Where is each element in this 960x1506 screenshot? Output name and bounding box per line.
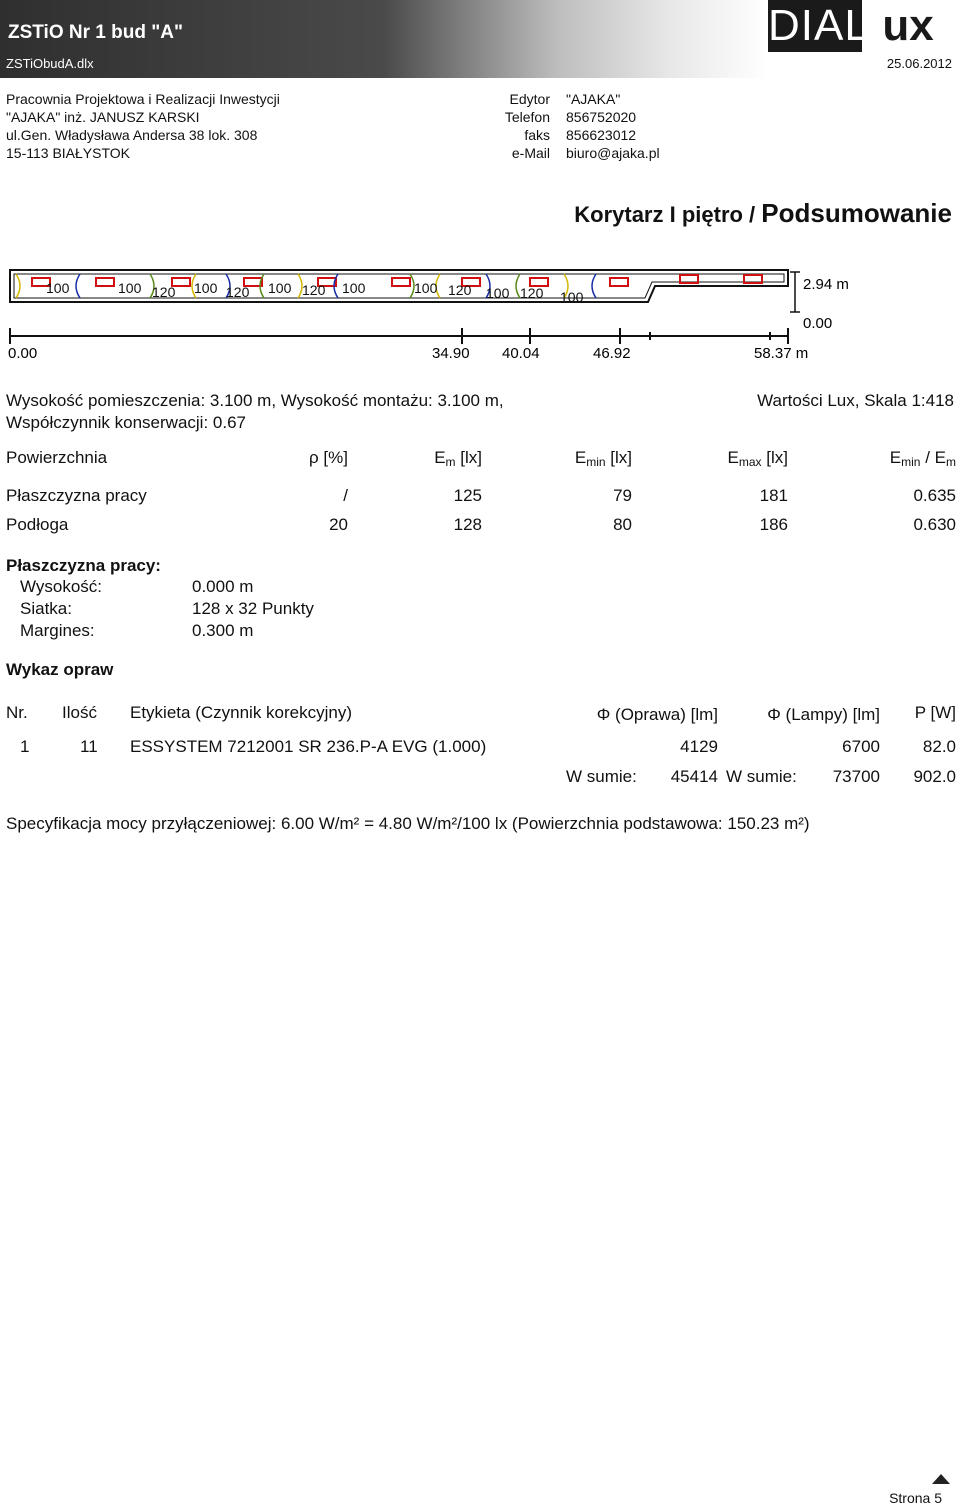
contour-label: 120 <box>226 284 250 300</box>
height-scale <box>790 272 800 312</box>
luminaire-symbol <box>610 278 628 286</box>
col-em <box>348 448 482 486</box>
contour-label: 120 <box>448 282 472 298</box>
contour-label: 100 <box>486 285 510 301</box>
emax-unit: [lx] <box>761 448 788 467</box>
surface-em: 125 <box>453 486 482 505</box>
luminaire-symbols <box>32 275 762 286</box>
total-phi-luminaire: 45414 <box>670 767 718 786</box>
page-heading <box>574 198 952 229</box>
phone-label: Telefon <box>504 109 550 125</box>
isoline <box>592 274 596 298</box>
lum-nr: 1 <box>20 737 30 756</box>
lum-qty: 11 <box>80 737 98 756</box>
emax-base: E <box>727 448 739 467</box>
lum-phi-luminaire: 4129 <box>680 737 718 756</box>
contact-values <box>566 90 660 162</box>
height-bottom-label: 0.00 <box>803 315 833 332</box>
col-ratio <box>788 448 956 486</box>
page-number: Strona 5 <box>889 1490 942 1506</box>
surface-name: Płaszczyzna pracy <box>6 486 147 505</box>
em-base: E <box>434 448 446 467</box>
company-line: 15-113 BIAŁYSTOK <box>6 145 130 161</box>
logo-dia-text: DIA <box>768 1 845 50</box>
surface-ratio: 0.630 <box>913 515 956 534</box>
contour-label: 120 <box>302 282 326 298</box>
axis-label-0: 0.00 <box>8 345 38 362</box>
company-line: "AJAKA" inż. JANUSZ KARSKI <box>6 109 200 125</box>
header-date: 25.06.2012 <box>886 56 952 71</box>
contour-label: 100 <box>268 280 292 296</box>
dialux-logo <box>768 0 870 52</box>
surface-emin: 80 <box>613 515 632 534</box>
power-density: Specyfikacja mocy przyłączeniowej: 6.00 W/m² = 4.80 W/m²/100 lx (Powierzchnia podstawowa: 150.23 m²) <box>6 814 810 833</box>
contour-label: 100 <box>118 280 142 296</box>
contour-label: 120 <box>152 284 176 300</box>
workplane-labels <box>20 576 102 642</box>
workplane-margin-value: 0.300 m <box>192 621 254 640</box>
workplane-height-label: Wysokość: <box>20 577 103 596</box>
surface-rho: 20 <box>329 515 348 534</box>
lum-col-label: Etykieta (Czynnik korekcyjny) <box>130 703 353 722</box>
phone-value: 856752020 <box>566 109 637 125</box>
emin-base: E <box>574 448 587 467</box>
surfaces-header-row <box>6 448 956 486</box>
maintenance-factor-line: Współczynnik konserwacji: 0.67 <box>6 413 246 432</box>
isoline <box>76 274 80 298</box>
email-value[interactable]: biuro@ajaka.pl <box>566 145 660 161</box>
surface-emin: 79 <box>613 486 632 505</box>
table-row <box>6 486 956 515</box>
surface-em: 128 <box>453 515 482 534</box>
lum-phi-lamps: 6700 <box>842 737 880 756</box>
axis-label-1: 34.90 <box>432 345 470 362</box>
isoline <box>16 274 20 298</box>
col-emax <box>632 448 788 486</box>
axis-label-4: 58.37 m <box>754 345 809 362</box>
project-title: ZSTiO Nr 1 bud "A" <box>8 22 183 43</box>
surface-name: Podłoga <box>6 515 69 534</box>
surface-rho: / <box>343 486 348 505</box>
section-name: Podsumowanie <box>761 198 952 228</box>
em-unit: [lx] <box>455 448 482 467</box>
contour-label: 100 <box>414 280 438 296</box>
lum-col-power: P [W] <box>914 703 956 722</box>
lum-power: 82.0 <box>922 737 956 756</box>
contour-label: 100 <box>194 280 218 296</box>
company-block <box>6 90 280 162</box>
company-line: Pracownia Projektowa i Realizacji Inwestycji <box>6 91 280 107</box>
length-axis <box>10 328 788 344</box>
contour-label: 120 <box>520 285 544 301</box>
scale-info: Wartości Lux, Skala 1:418 <box>757 391 954 410</box>
ratio-a: E <box>889 448 902 467</box>
workplane-margin-label: Margines: <box>20 621 95 640</box>
col-rho: ρ [%] <box>309 448 348 467</box>
fax-value: 856623012 <box>566 127 637 143</box>
surface-ratio: 0.635 <box>913 486 956 505</box>
fax-label: faks <box>524 127 550 143</box>
col-surface: Powierzchnia <box>6 448 108 467</box>
lum-col-phi-luminaire: Φ (Oprawa) [lm] <box>596 705 718 724</box>
height-top-label: 2.94 m <box>803 276 849 293</box>
lum-col-qty: Ilość <box>62 703 97 722</box>
axis-label-2: 40.04 <box>502 345 540 362</box>
editor-label: Edytor <box>509 91 550 107</box>
total-power: 902.0 <box>913 767 956 786</box>
dialux-logo-lux: ux <box>882 1 934 50</box>
emax-sub: max <box>738 455 762 469</box>
luminaires-title: Wykaz opraw <box>6 660 114 679</box>
col-emin <box>482 448 632 486</box>
editor-value: "AJAKA" <box>566 91 621 107</box>
ratio-a-sub: min <box>901 455 921 469</box>
room-height-line: Wysokość pomieszczenia: 3.100 m, Wysokość montażu: 3.100 m, <box>6 391 504 410</box>
workplane-height-value: 0.000 m <box>192 577 254 596</box>
emin-sub: min <box>586 455 606 469</box>
isolux-plan <box>0 262 960 372</box>
total-label-1: W sumie: <box>566 767 637 786</box>
logo-l-text: L <box>844 1 870 50</box>
file-name: ZSTiObudA.dlx <box>6 56 94 71</box>
scroll-up-icon[interactable] <box>932 1474 950 1484</box>
ratio-b-sub: m <box>946 455 956 469</box>
surface-emax: 181 <box>759 486 788 505</box>
lum-label: ESSYSTEM 7212001 SR 236.P-A EVG (1.000) <box>130 737 487 756</box>
emin-unit: [lx] <box>605 448 632 467</box>
total-label-2: W sumie: <box>726 767 797 786</box>
total-phi-lamps: 73700 <box>832 767 880 786</box>
lum-col-phi-lamps: Φ (Lampy) [lm] <box>767 705 880 724</box>
em-sub: m <box>445 455 456 469</box>
luminaire-symbol <box>392 278 410 286</box>
room-info <box>6 390 504 434</box>
workplane-grid-label: Siatka: <box>20 599 72 618</box>
surfaces-table <box>6 448 956 544</box>
luminaire-symbol <box>96 278 114 286</box>
contour-label: 100 <box>342 280 366 296</box>
room-name: Korytarz I piętro / <box>574 202 762 227</box>
company-line: ul.Gen. Władysława Andersa 38 lok. 308 <box>6 127 258 143</box>
contour-label: 100 <box>46 280 70 296</box>
table-row <box>6 515 956 544</box>
axis-label-3: 46.92 <box>593 345 631 362</box>
lum-col-nr: Nr. <box>6 703 28 722</box>
workplane-values <box>192 576 314 642</box>
workplane-title: Płaszczyzna pracy: <box>6 556 161 575</box>
ratio-mid: / E <box>920 448 946 467</box>
contour-label: 100 <box>560 289 584 305</box>
contact-labels <box>460 90 550 162</box>
surface-emax: 186 <box>759 515 788 534</box>
workplane-grid-value: 128 x 32 Punkty <box>192 599 314 618</box>
email-label: e-Mail <box>511 145 550 161</box>
